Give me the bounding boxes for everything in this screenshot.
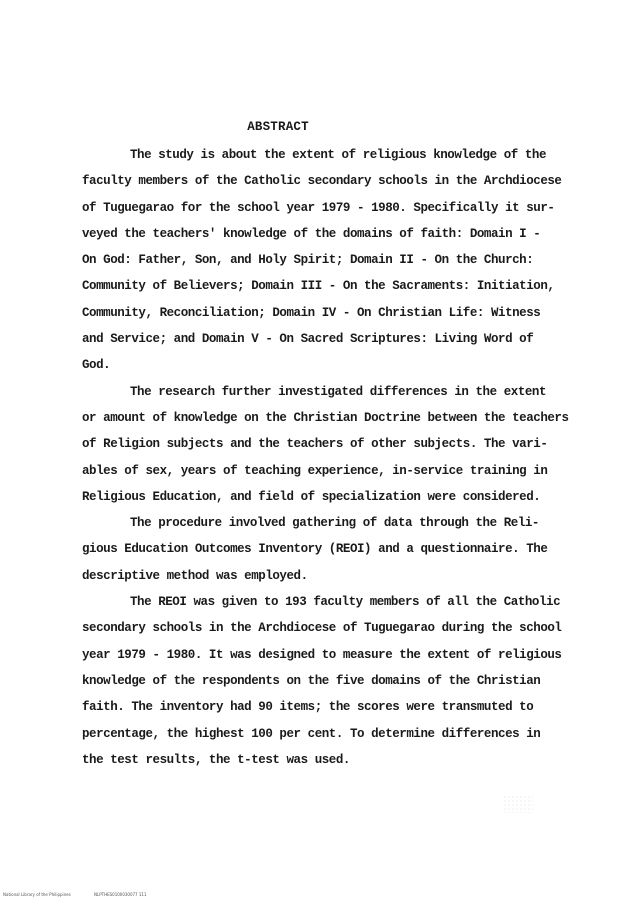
paragraph-4 [82, 589, 562, 773]
text-line: of Tuguegarao for the school year 1979 - 1980. Specifically it sur- [82, 200, 555, 215]
text-line: the test results, the t-test was used. [82, 752, 350, 767]
footer-library: National Library of the Philippines [3, 892, 71, 897]
text-line: descriptive method was employed. [82, 568, 308, 583]
text-line: or amount of knowledge on the Christian Doctrine between the teachers [82, 410, 569, 425]
text-line: gious Education Outcomes Inventory (REOI) and a questionnaire. The [82, 542, 548, 557]
text-line: Religious Education, and field of specialization were considered. [82, 489, 541, 504]
text-line: God. [82, 358, 111, 373]
text-line: The research further investigated differences in the extent [130, 384, 547, 399]
scan-speckle [503, 795, 533, 813]
text-line: Community of Believers; Domain III - On the Sacraments: Initiation, [82, 279, 555, 294]
paragraph-3 [82, 510, 562, 589]
text-line: and Service; and Domain V - On Sacred Scriptures: Living Word of [82, 332, 534, 347]
text-line: knowledge of the respondents on the five domains of the Christian [82, 673, 541, 688]
text-line: Community, Reconciliation; Domain IV - On Christian Life: Witness [82, 305, 541, 320]
footer-code: NLPTHES0100030077 111 [94, 892, 147, 897]
text-line: faith. The inventory had 90 items; the scores were transmuted to [82, 700, 534, 715]
text-line: of Religion subjects and the teachers of other subjects. The vari- [82, 437, 548, 452]
text-line: The procedure involved gathering of data through the Reli- [130, 516, 539, 531]
scan-footer [3, 892, 169, 897]
text-line: On God: Father, Son, and Holy Spirit; Domain II - On the Church: [82, 253, 534, 268]
paragraph-1 [82, 142, 562, 379]
text-line: The REOI was given to 193 faculty members of all the Catholic [130, 595, 561, 610]
text-line: secondary schools in the Archdiocese of Tuguegarao during the school [82, 621, 562, 636]
paragraph-2 [82, 379, 569, 510]
text-line: faculty members of the Catholic secondary schools in the Archdiocese [82, 174, 562, 189]
text-line: veyed the teachers' knowledge of the domains of faith: Domain I - [82, 226, 541, 241]
text-line: ables of sex, years of teaching experience, in-service training in [82, 463, 548, 478]
text-line: percentage, the highest 100 per cent. To determine differences in [82, 726, 541, 741]
abstract-title: ABSTRACT [247, 120, 309, 134]
abstract-body [82, 142, 569, 773]
text-line: year 1979 - 1980. It was designed to measure the extent of religious [82, 647, 562, 662]
text-line: The study is about the extent of religious knowledge of the [130, 148, 547, 162]
